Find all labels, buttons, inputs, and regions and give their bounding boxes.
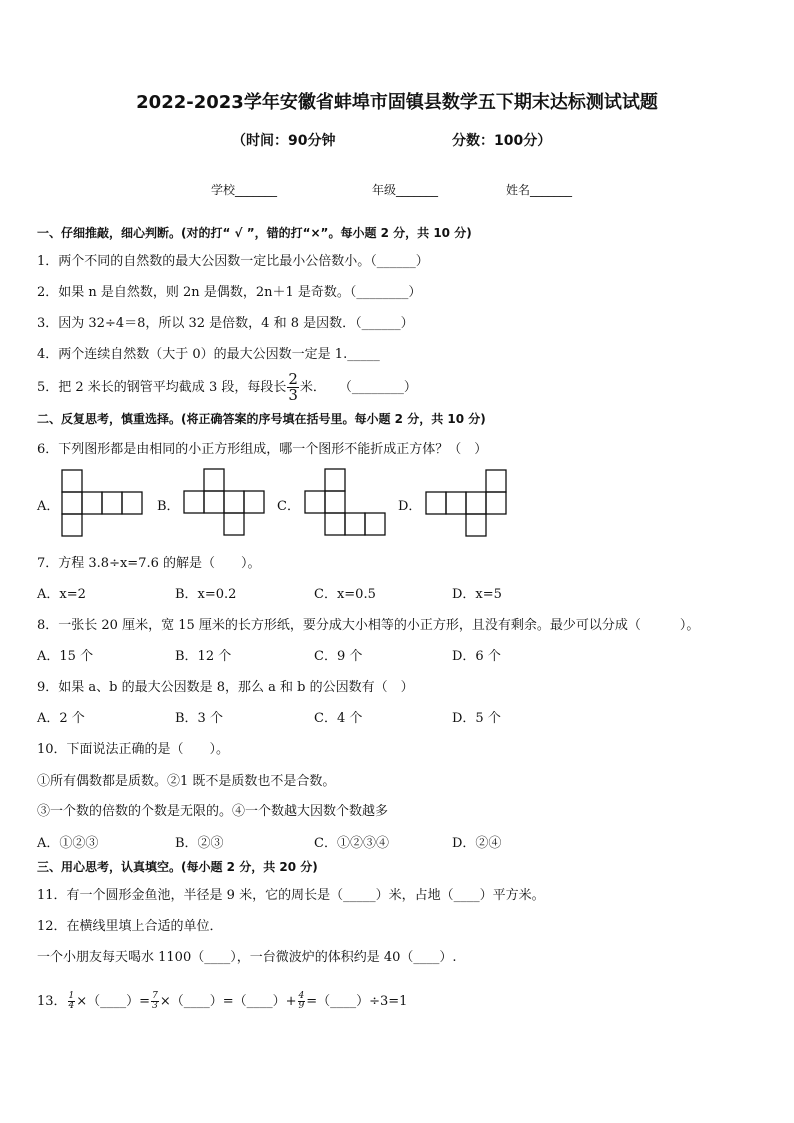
net-square [62, 470, 82, 492]
fraction [68, 992, 76, 1011]
net-square [466, 514, 486, 536]
question-5 [37, 372, 417, 403]
option-d[interactable]: D．6 个 [452, 649, 501, 664]
net-square [62, 492, 82, 514]
net-square [62, 514, 82, 536]
option-b[interactable]: B．12 个 [175, 649, 232, 664]
question-11: 11．有一个圆形金鱼池，半径是 9 米，它的周长是（_____）米，占地（____）平方米。 [37, 888, 545, 903]
net-square [446, 492, 466, 514]
question-1: 1．两个不同的自然数的最大公因数一定比最小公倍数小。（______） [37, 254, 429, 269]
q13-text: ×（____）=（____）+ [159, 994, 297, 1009]
net-square [486, 470, 506, 492]
option-d-label: D． [398, 499, 422, 514]
option-a[interactable]: A．x=2 [37, 587, 86, 602]
net-square [325, 469, 345, 491]
net-square [122, 492, 142, 514]
question-10-statements-1: ①所有偶数都是质数。②1 既不是质数也不是合数。 [37, 774, 336, 789]
denominator: 4 [68, 1001, 75, 1011]
q13-text: ×（____）= [76, 994, 151, 1009]
net-square [204, 469, 224, 491]
net-square [204, 491, 224, 513]
fraction [298, 992, 306, 1011]
net-square [486, 492, 506, 514]
numerator: 7 [152, 991, 158, 1001]
option-c[interactable]: C．4 个 [314, 711, 363, 726]
option-b[interactable]: B．x=0.2 [175, 587, 237, 602]
score-label: 分数：100分） [452, 133, 552, 149]
section-2-heading: 二、反复思考，慎重选择。(将正确答案的序号填在括号里。每小题 2 分，共 10 分) [37, 412, 486, 426]
question-9: 9．如果 a、b 的最大公因数是 8，那么 a 和 b 的公因数有（ ） [37, 680, 414, 695]
name-field[interactable]: 姓名_______ [506, 183, 573, 197]
q5-text-end: 米． （________） [299, 380, 417, 395]
net-square [244, 491, 264, 513]
question-6: 6．下列图形都是由相同的小正方形组成，哪一个图形不能折成正方体？（ ） [37, 442, 488, 457]
option-c[interactable]: C．①②③④ [314, 836, 389, 851]
option-a-label: A． [37, 499, 60, 514]
question-13 [37, 990, 407, 1011]
option-b-label: B． [157, 499, 180, 514]
option-b[interactable]: B．②③ [175, 836, 224, 851]
question-4: 4．两个连续自然数（大于 0）的最大公因数一定是 1._____ [37, 347, 380, 362]
net-square [102, 492, 122, 514]
fraction [151, 992, 159, 1011]
option-d[interactable]: D．5 个 [452, 711, 501, 726]
net-square [426, 492, 446, 514]
question-12: 12．在横线里填上合适的单位． [37, 919, 223, 934]
fraction [287, 372, 299, 403]
net-square [345, 513, 365, 535]
denominator: 9 [298, 1001, 305, 1011]
question-8: 8．一张长 20 厘米，宽 15 厘米的长方形纸，要分成大小相等的小正方形，且没有剩余。最少可以分成（ ）。 [37, 618, 700, 633]
net-square [325, 513, 345, 535]
net-square [325, 491, 345, 513]
section-3-heading: 三、用心思考，认真填空。(每小题 2 分，共 20 分) [37, 860, 318, 874]
option-c-label: C． [277, 499, 300, 514]
school-field[interactable]: 学校_______ [211, 183, 278, 197]
option-a[interactable]: A．2 个 [37, 711, 85, 726]
q13-number: 13． [37, 994, 67, 1009]
cube-net-b [183, 468, 265, 538]
question-3: 3．因为 32÷4＝8，所以 32 是倍数，4 和 8 是因数．（______） [37, 316, 414, 331]
cube-net-d [425, 469, 507, 539]
exam-title: 2022-2023学年安徽省蚌埠市固镇县数学五下期末达标测试试题 [136, 92, 658, 113]
net-square [224, 491, 244, 513]
net-square [305, 491, 325, 513]
question-2: 2．如果 n 是自然数，则 2n 是偶数，2n＋1 是奇数。（________） [37, 285, 422, 300]
numerator: 1 [68, 991, 75, 1001]
time-label: （时间：90分钟 [232, 133, 336, 149]
denominator: 3 [152, 1001, 158, 1011]
option-b[interactable]: B．3 个 [175, 711, 223, 726]
net-square [466, 492, 486, 514]
option-c[interactable]: C．9 个 [314, 649, 363, 664]
net-square [82, 492, 102, 514]
numerator: 4 [298, 991, 305, 1001]
cube-net-c [304, 468, 386, 538]
question-10: 10．下面说法正确的是（ ）。 [37, 742, 230, 757]
cube-net-a [61, 469, 143, 539]
option-a[interactable]: A．①②③ [37, 836, 99, 851]
question-12-line-2: 一个小朋友每天喝水 1100（____），一台微波炉的体积约是 40（____）. [37, 950, 457, 965]
section-1-heading: 一、仔细推敲，细心判断。(对的打“ √ ”，错的打“×”。每小题 2 分，共 10 分) [37, 226, 472, 240]
net-square [365, 513, 385, 535]
question-10-statements-2: ③一个数的倍数的个数是无限的。④一个数越大因数个数越多 [37, 804, 389, 819]
denominator: 3 [288, 386, 298, 404]
net-square [184, 491, 204, 513]
option-d[interactable]: D．②④ [452, 836, 502, 851]
option-a[interactable]: A．15 个 [37, 649, 94, 664]
option-d[interactable]: D．x=5 [452, 587, 502, 602]
q5-text: 5．把 2 米长的钢管平均截成 3 段，每段长 [37, 380, 287, 395]
grade-field[interactable]: 年级_______ [372, 183, 439, 197]
numerator: 2 [288, 370, 298, 388]
question-7: 7．方程 3.8÷x=7.6 的解是（ ）。 [37, 556, 261, 571]
q13-text: =（____）÷3=1 [306, 994, 408, 1009]
net-square [224, 513, 244, 535]
option-c[interactable]: C．x=0.5 [314, 587, 376, 602]
